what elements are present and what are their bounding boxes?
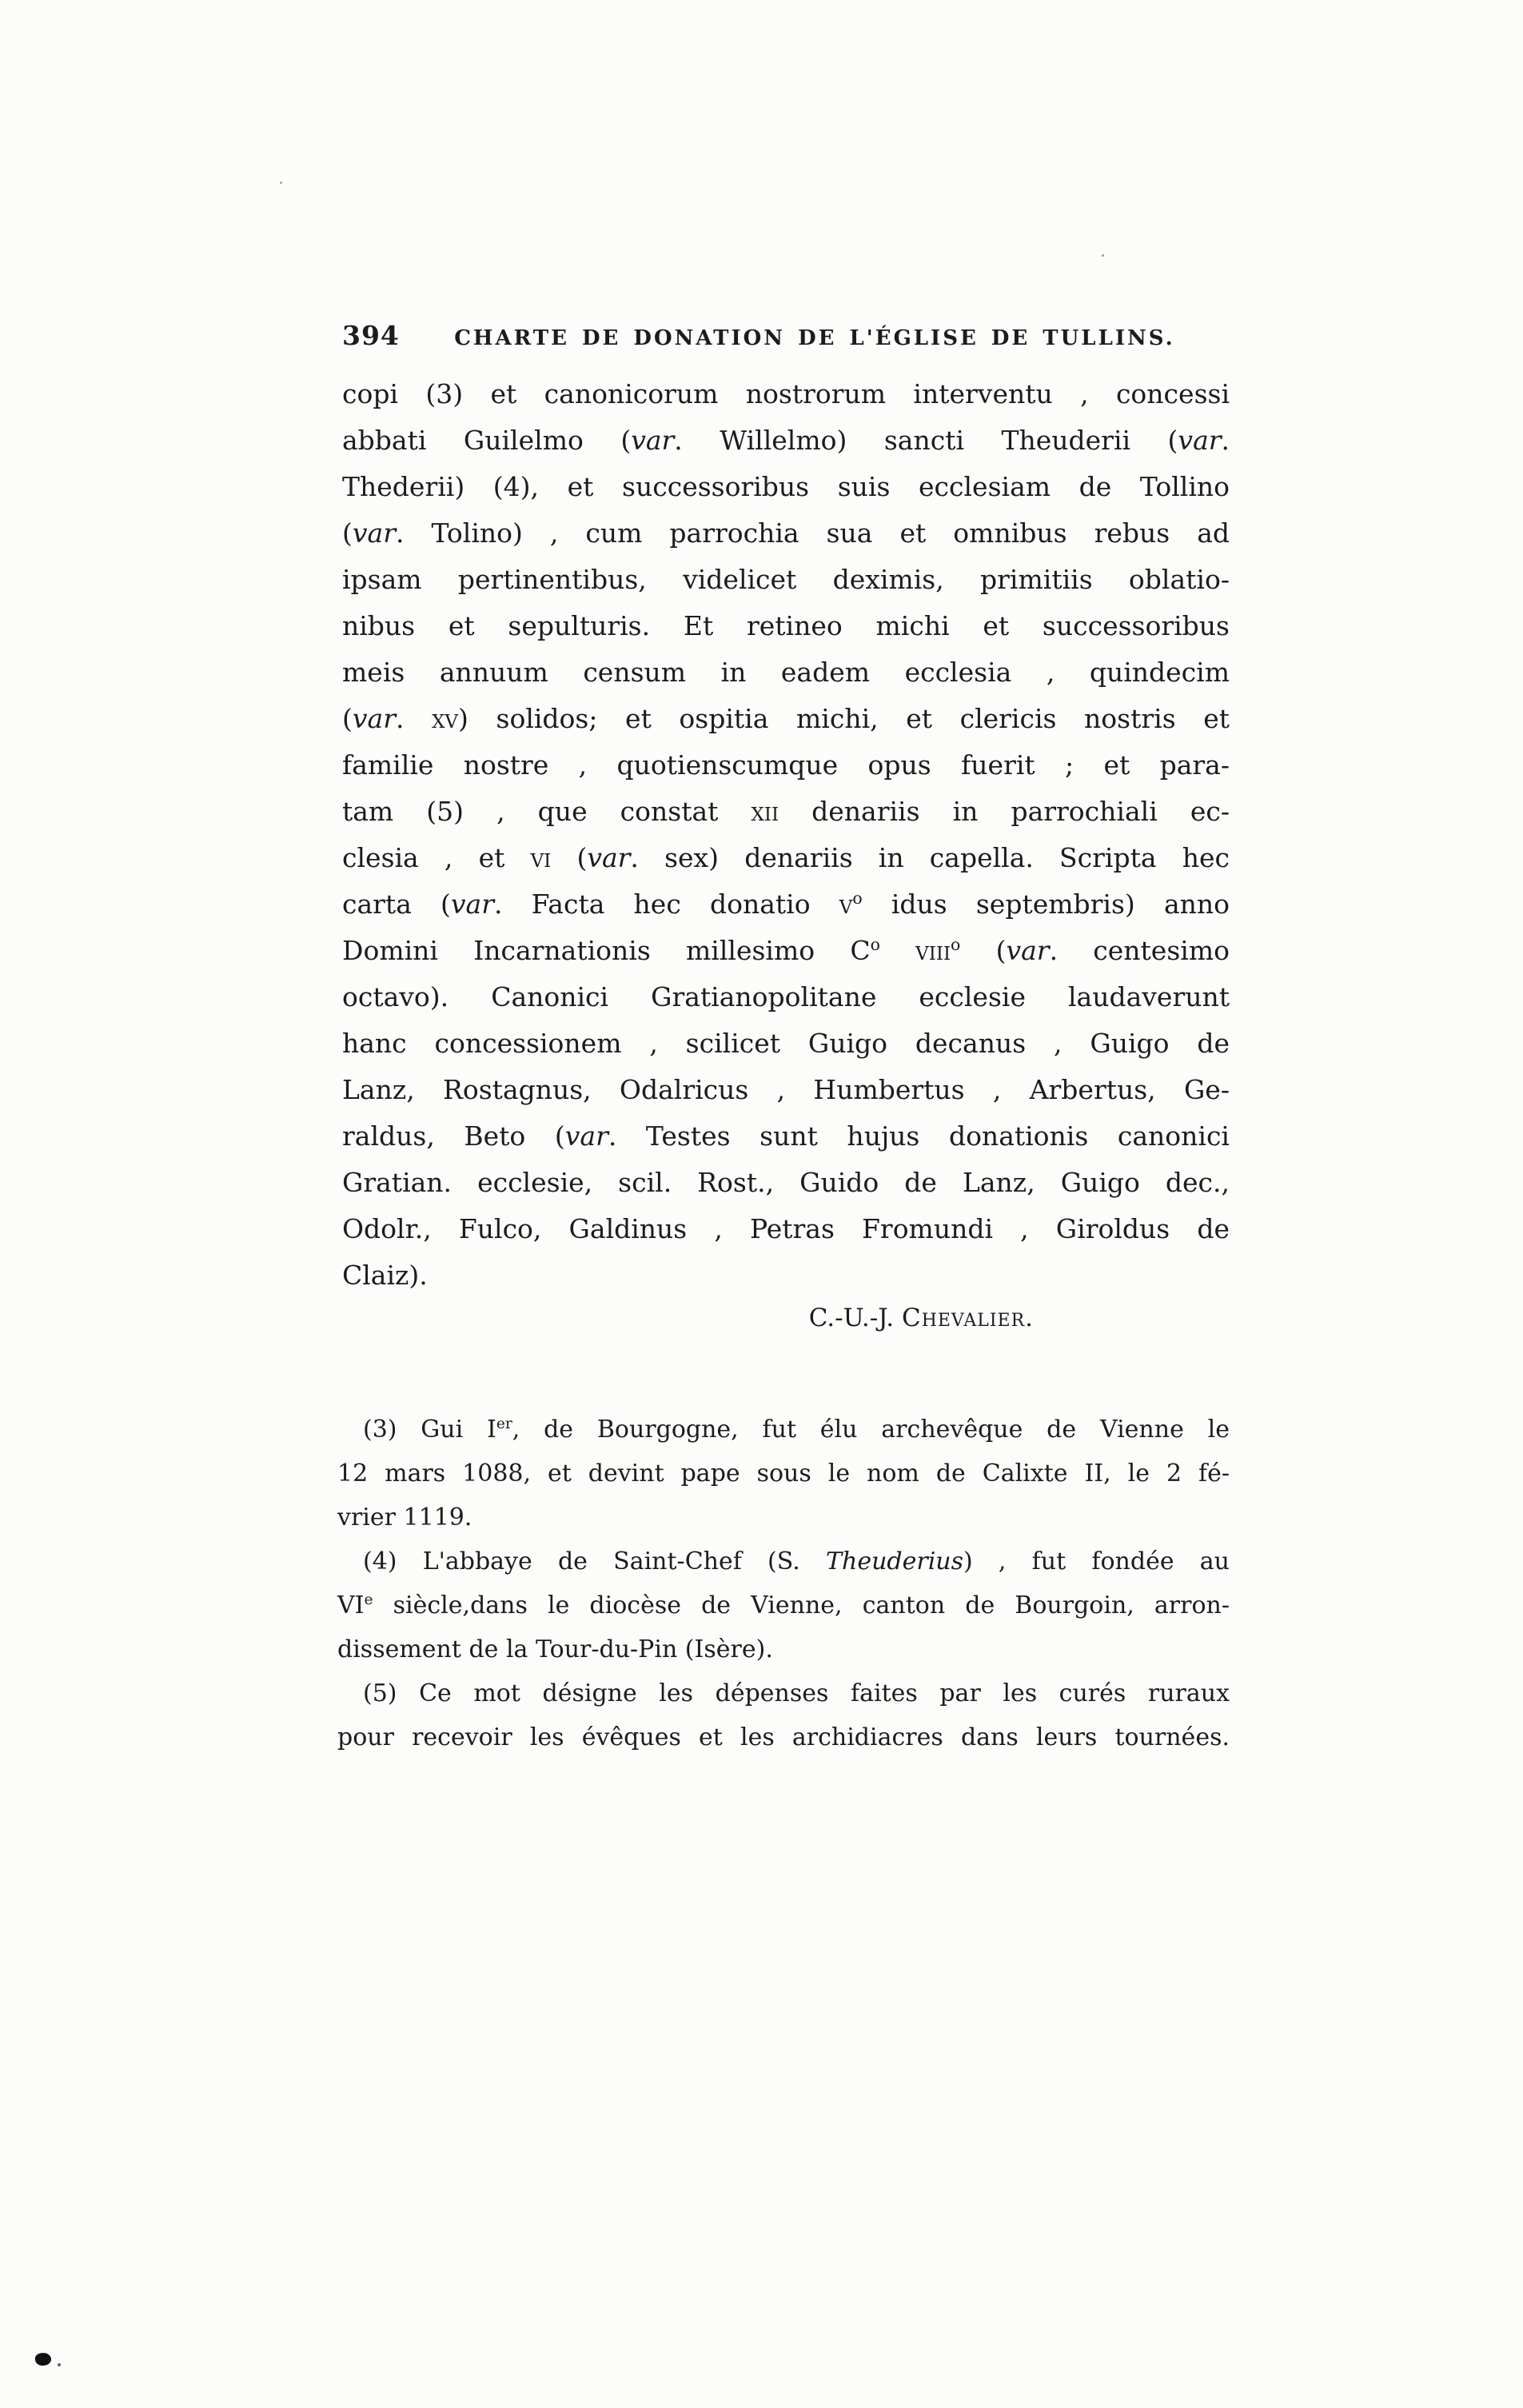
body-text-line: ipsam pertinentibus, videlicet deximis, primitiis oblatio-	[342, 564, 1230, 595]
footnotes	[337, 1408, 1230, 1759]
body-text-line: Thederii) (4), et successoribus suis ecclesiam de Tollino	[342, 471, 1230, 502]
body-text-line: copi (3) et canonicorum nostrorum interventu , concessi	[342, 378, 1230, 409]
body-text-line: Gratian. ecclesie, scil. Rost., Guido de Lanz, Guigo dec.,	[342, 1167, 1230, 1198]
scan-speck	[280, 182, 282, 184]
body-text-line: Claiz).	[342, 1260, 428, 1291]
running-title: CHARTE DE DONATION DE L'ÉGLISE DE TULLINS.	[454, 326, 1175, 350]
ink-spot	[34, 2352, 52, 2367]
footnote-line: pour recevoir les évêques et les archidiacres dans leurs tournées.	[337, 1723, 1230, 1751]
body-text-line: Lanz, Rostagnus, Odalricus , Humbertus , Arbertus, Ge-	[342, 1074, 1230, 1105]
page-header	[342, 318, 1230, 356]
footnote-line: 12 mars 1088, et devint pape sous le nom de Calixte II, le 2 fé-	[337, 1460, 1230, 1488]
body-text-line: nibus et sepulturis. Et retineo michi et successoribus	[342, 610, 1230, 641]
scan-speck	[1102, 254, 1104, 257]
body-text-line: familie nostre , quotienscumque opus fuerit ; et para-	[342, 749, 1230, 781]
author-signature: C.-U.-J. Chevalier.	[808, 1304, 1034, 1332]
body-text-line: hanc concessionem , scilicet Guigo decanus , Guigo de	[342, 1028, 1230, 1059]
footnote-line: VIe siècle,dans le diocèse de Vienne, canton de Bourgoin, arron-	[337, 1591, 1230, 1619]
body-text-line: raldus, Beto (var. Testes sunt hujus donationis canonici	[342, 1120, 1230, 1152]
footnote-line: (4) L'abbaye de Saint-Chef (S. Theuderius) , fut fondée au	[363, 1547, 1230, 1575]
scan-speck	[58, 2363, 61, 2366]
body-text-line: clesia , et vi (var. sex) denariis in capella. Scripta hec	[342, 842, 1230, 873]
body-text-line: tam (5) , que constat xii denariis in parrochiali ec-	[342, 796, 1230, 827]
body-text-line: abbati Guilelmo (var. Willelmo) sancti Theuderii (var.	[342, 425, 1230, 456]
body-text-line: octavo). Canonici Gratianopolitane ecclesie laudaverunt	[342, 981, 1230, 1012]
footnote-line: vrier 1119.	[337, 1504, 472, 1531]
body-text-line: carta (var. Facta hec donatio $v^o$ idus septembris) anno	[342, 889, 1230, 920]
body-text-line: Domini Incarnationis millesimo $C^o$ viii$^o$ (var. centesimo	[342, 935, 1230, 966]
page-number: 394	[342, 320, 400, 351]
body-text-line: Odolr., Fulco, Galdinus , Petras Fromundi , Giroldus de	[342, 1213, 1230, 1244]
body-text-line: (var. xv) solidos; et ospitia michi, et clericis nostris et	[342, 703, 1230, 734]
footnote-line: dissement de la Tour-du-Pin (Isère).	[337, 1635, 773, 1663]
footnote-line: (5) Ce mot désigne les dépenses faites par les curés ruraux	[363, 1679, 1230, 1707]
footnote-line: (3) Gui Ier, de Bourgogne, fut élu archevêque de Vienne le	[363, 1416, 1230, 1444]
charter-body-text	[342, 371, 1230, 1299]
body-text-line: meis annuum censum in eadem ecclesia , quindecim	[342, 657, 1230, 688]
body-text-line: (var. Tolino) , cum parrochia sua et omnibus rebus ad	[342, 517, 1230, 549]
